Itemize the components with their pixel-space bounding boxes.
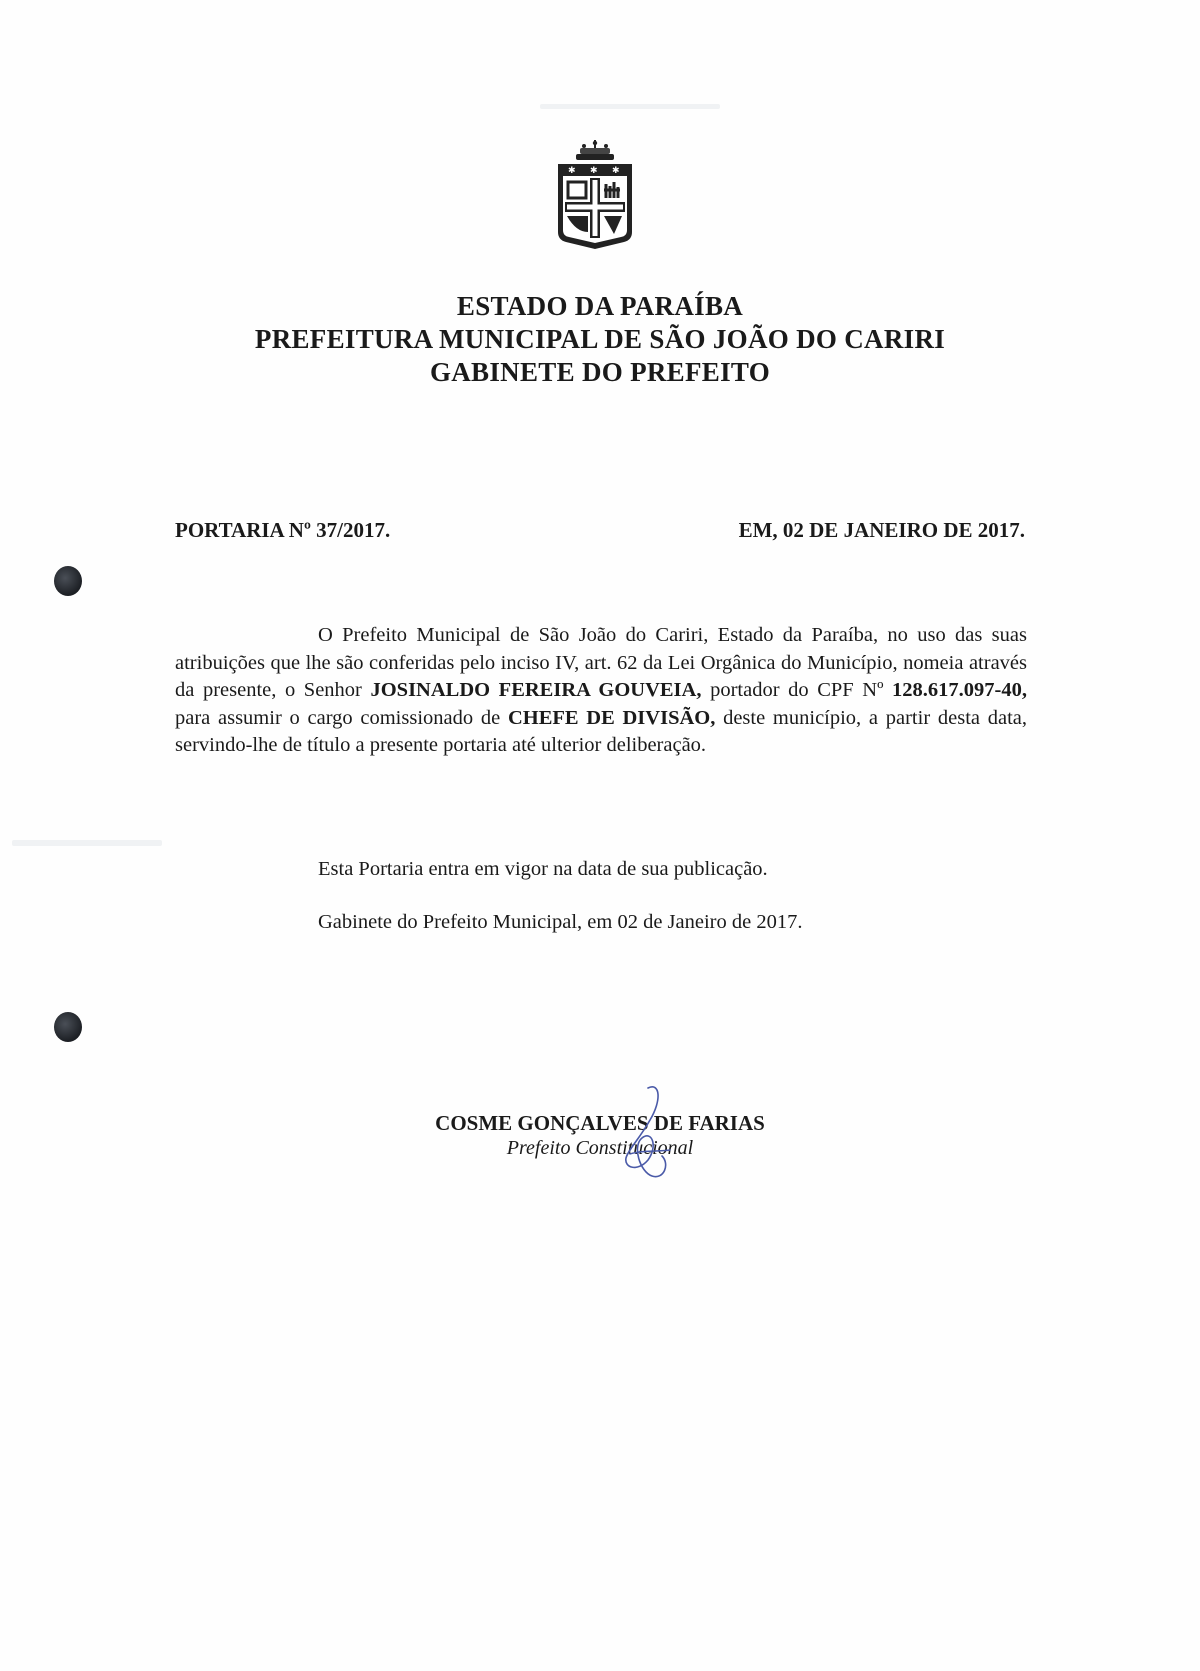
punch-hole-icon [54, 1012, 82, 1042]
effective-clause: Esta Portaria entra em vigor na data de sua publicação. [318, 858, 768, 880]
paragraph-text: deste município, a partir desta data, servindo-lhe de título a presente portaria até ulterior deliberação. [175, 706, 1027, 756]
coat-of-arms-icon [554, 140, 636, 250]
nominee-name: JOSINALDO FEREIRA GOUVEIA, [370, 679, 702, 701]
portaria-date: EM, 02 DE JANEIRO DE 2017. [738, 518, 1025, 542]
header-office: GABINETE DO PREFEITO [429, 357, 771, 387]
scan-artifact [12, 840, 162, 846]
closing-place-date: Gabinete do Prefeito Municipal, em 02 de Janeiro de 2017. [318, 911, 803, 933]
svg-text:✱: ✱ [612, 166, 620, 176]
letterhead [0, 290, 1200, 389]
main-paragraph [175, 622, 1027, 760]
portaria-number: PORTARIA Nº 37/2017. [175, 518, 391, 542]
nominee-cpf: 128.617.097-40, [892, 679, 1027, 701]
scan-artifact [540, 104, 720, 109]
paragraph-text: O Prefeito Municipal de São João do Cariri, Estado da Paraíba, no uso das suas atribuições que lhe são conferidas pelo inciso IV, art. 62 da Lei Orgânica do Município, nomeia através da presente, o Senhor [175, 624, 1027, 701]
position-title: CHEFE DE DIVISÃO, [507, 706, 716, 729]
paragraph-text: para assumir o cargo comissionado de [175, 706, 501, 729]
svg-text:✱: ✱ [568, 166, 576, 176]
header-state: ESTADO DA PARAÍBA [456, 291, 744, 321]
punch-hole-icon [54, 566, 82, 596]
signatory-title: Prefeito Constitucional [506, 1137, 694, 1159]
signatory-name: COSME GONÇALVES DE FARIAS [435, 1111, 765, 1135]
svg-text:✱: ✱ [590, 166, 598, 176]
paragraph-text: portador do CPF Nº [710, 679, 884, 701]
header-municipality: PREFEITURA MUNICIPAL DE SÃO JOÃO DO CARIRI [254, 324, 946, 354]
handwritten-signature-icon [590, 1080, 710, 1190]
